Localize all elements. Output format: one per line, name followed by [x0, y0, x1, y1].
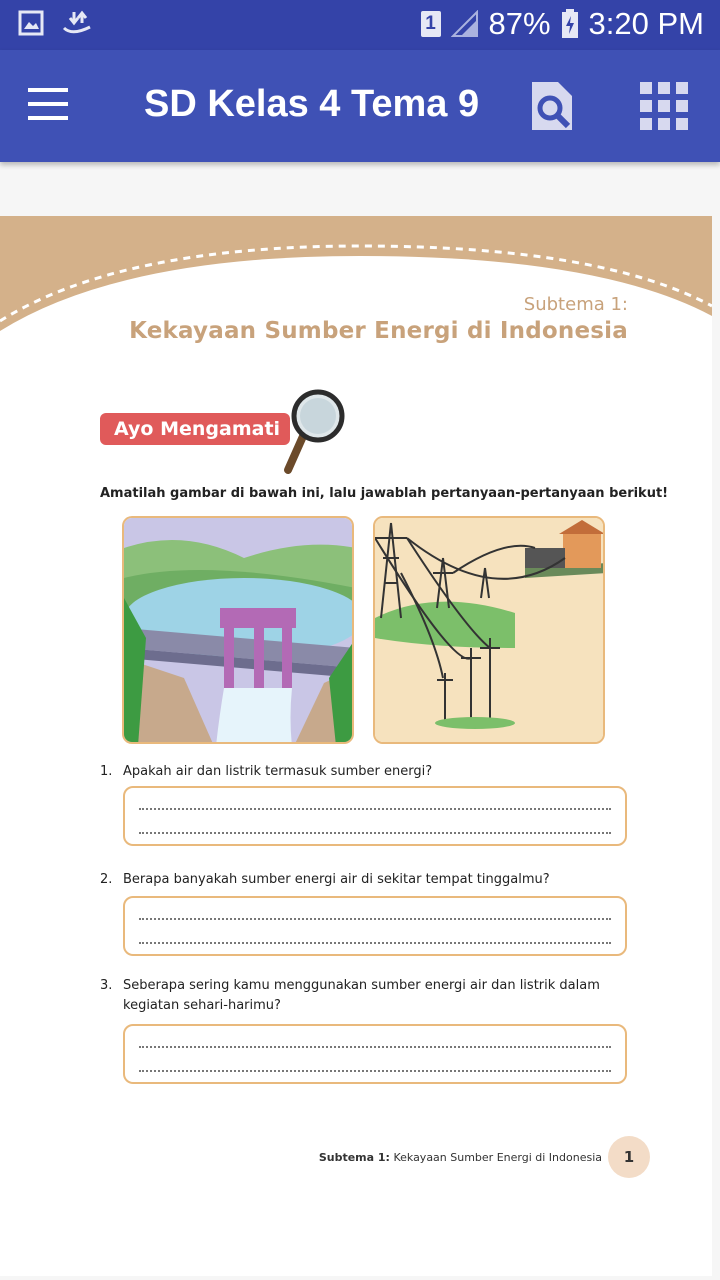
- signal-icon: [451, 10, 479, 38]
- power-lines-image: [375, 518, 605, 744]
- book-page: [0, 216, 712, 1276]
- answer-box-1[interactable]: [123, 786, 627, 846]
- document-search-icon[interactable]: [528, 80, 576, 134]
- app-title: SD Kelas 4 Tema 9: [144, 83, 480, 125]
- magnifier-icon: [282, 386, 352, 476]
- answer-box-2[interactable]: [123, 896, 627, 956]
- page-footer: [319, 1151, 602, 1164]
- answer-box-3[interactable]: [123, 1024, 627, 1084]
- power-lines-illustration: [373, 516, 605, 744]
- download-icon: [62, 10, 92, 38]
- grid-icon: [640, 82, 652, 94]
- instruction-text: Amatilah gambar di bawah ini, lalu jawablah pertanyaan-pertanyaan berikut!: [100, 486, 669, 501]
- battery-charging-icon: [561, 9, 579, 39]
- question-text: Berapa banyakah sumber energi air di sekitar tempat tinggalmu?: [123, 872, 550, 887]
- question-number: 2.: [100, 872, 113, 887]
- menu-icon: [28, 88, 68, 92]
- question-text: Seberapa sering kamu menggunakan sumber energi air dan listrik dalam kegiatan sehari-harimu?: [123, 978, 600, 1013]
- footer-title: Kekayaan Sumber Energi di Indonesia: [393, 1151, 602, 1164]
- page-number: 1: [608, 1136, 650, 1178]
- question-3: [100, 976, 630, 1016]
- question-number: 3.: [100, 978, 113, 993]
- battery-percent: 87%: [488, 6, 551, 41]
- image-icon: [18, 10, 44, 36]
- footer-subtema: Subtema 1:: [318, 1151, 390, 1164]
- question-2: [100, 870, 630, 890]
- dam-image: [124, 518, 354, 744]
- status-bar: [0, 0, 720, 50]
- sim-icon: 1: [421, 11, 441, 37]
- grid-button[interactable]: [640, 82, 688, 130]
- question-1: [100, 762, 630, 782]
- menu-button[interactable]: [28, 88, 68, 124]
- question-text: Apakah air dan listrik termasuk sumber energi?: [123, 764, 433, 779]
- app-bar: [0, 50, 720, 162]
- question-number: 1.: [100, 764, 113, 779]
- clock: 3:20 PM: [588, 6, 704, 41]
- subtema-title: Kekayaan Sumber Energi di Indonesia: [129, 318, 628, 344]
- dam-illustration: [122, 516, 354, 744]
- section-label: Ayo Mengamati: [100, 413, 290, 445]
- subtema-label: Subtema 1:: [523, 294, 628, 315]
